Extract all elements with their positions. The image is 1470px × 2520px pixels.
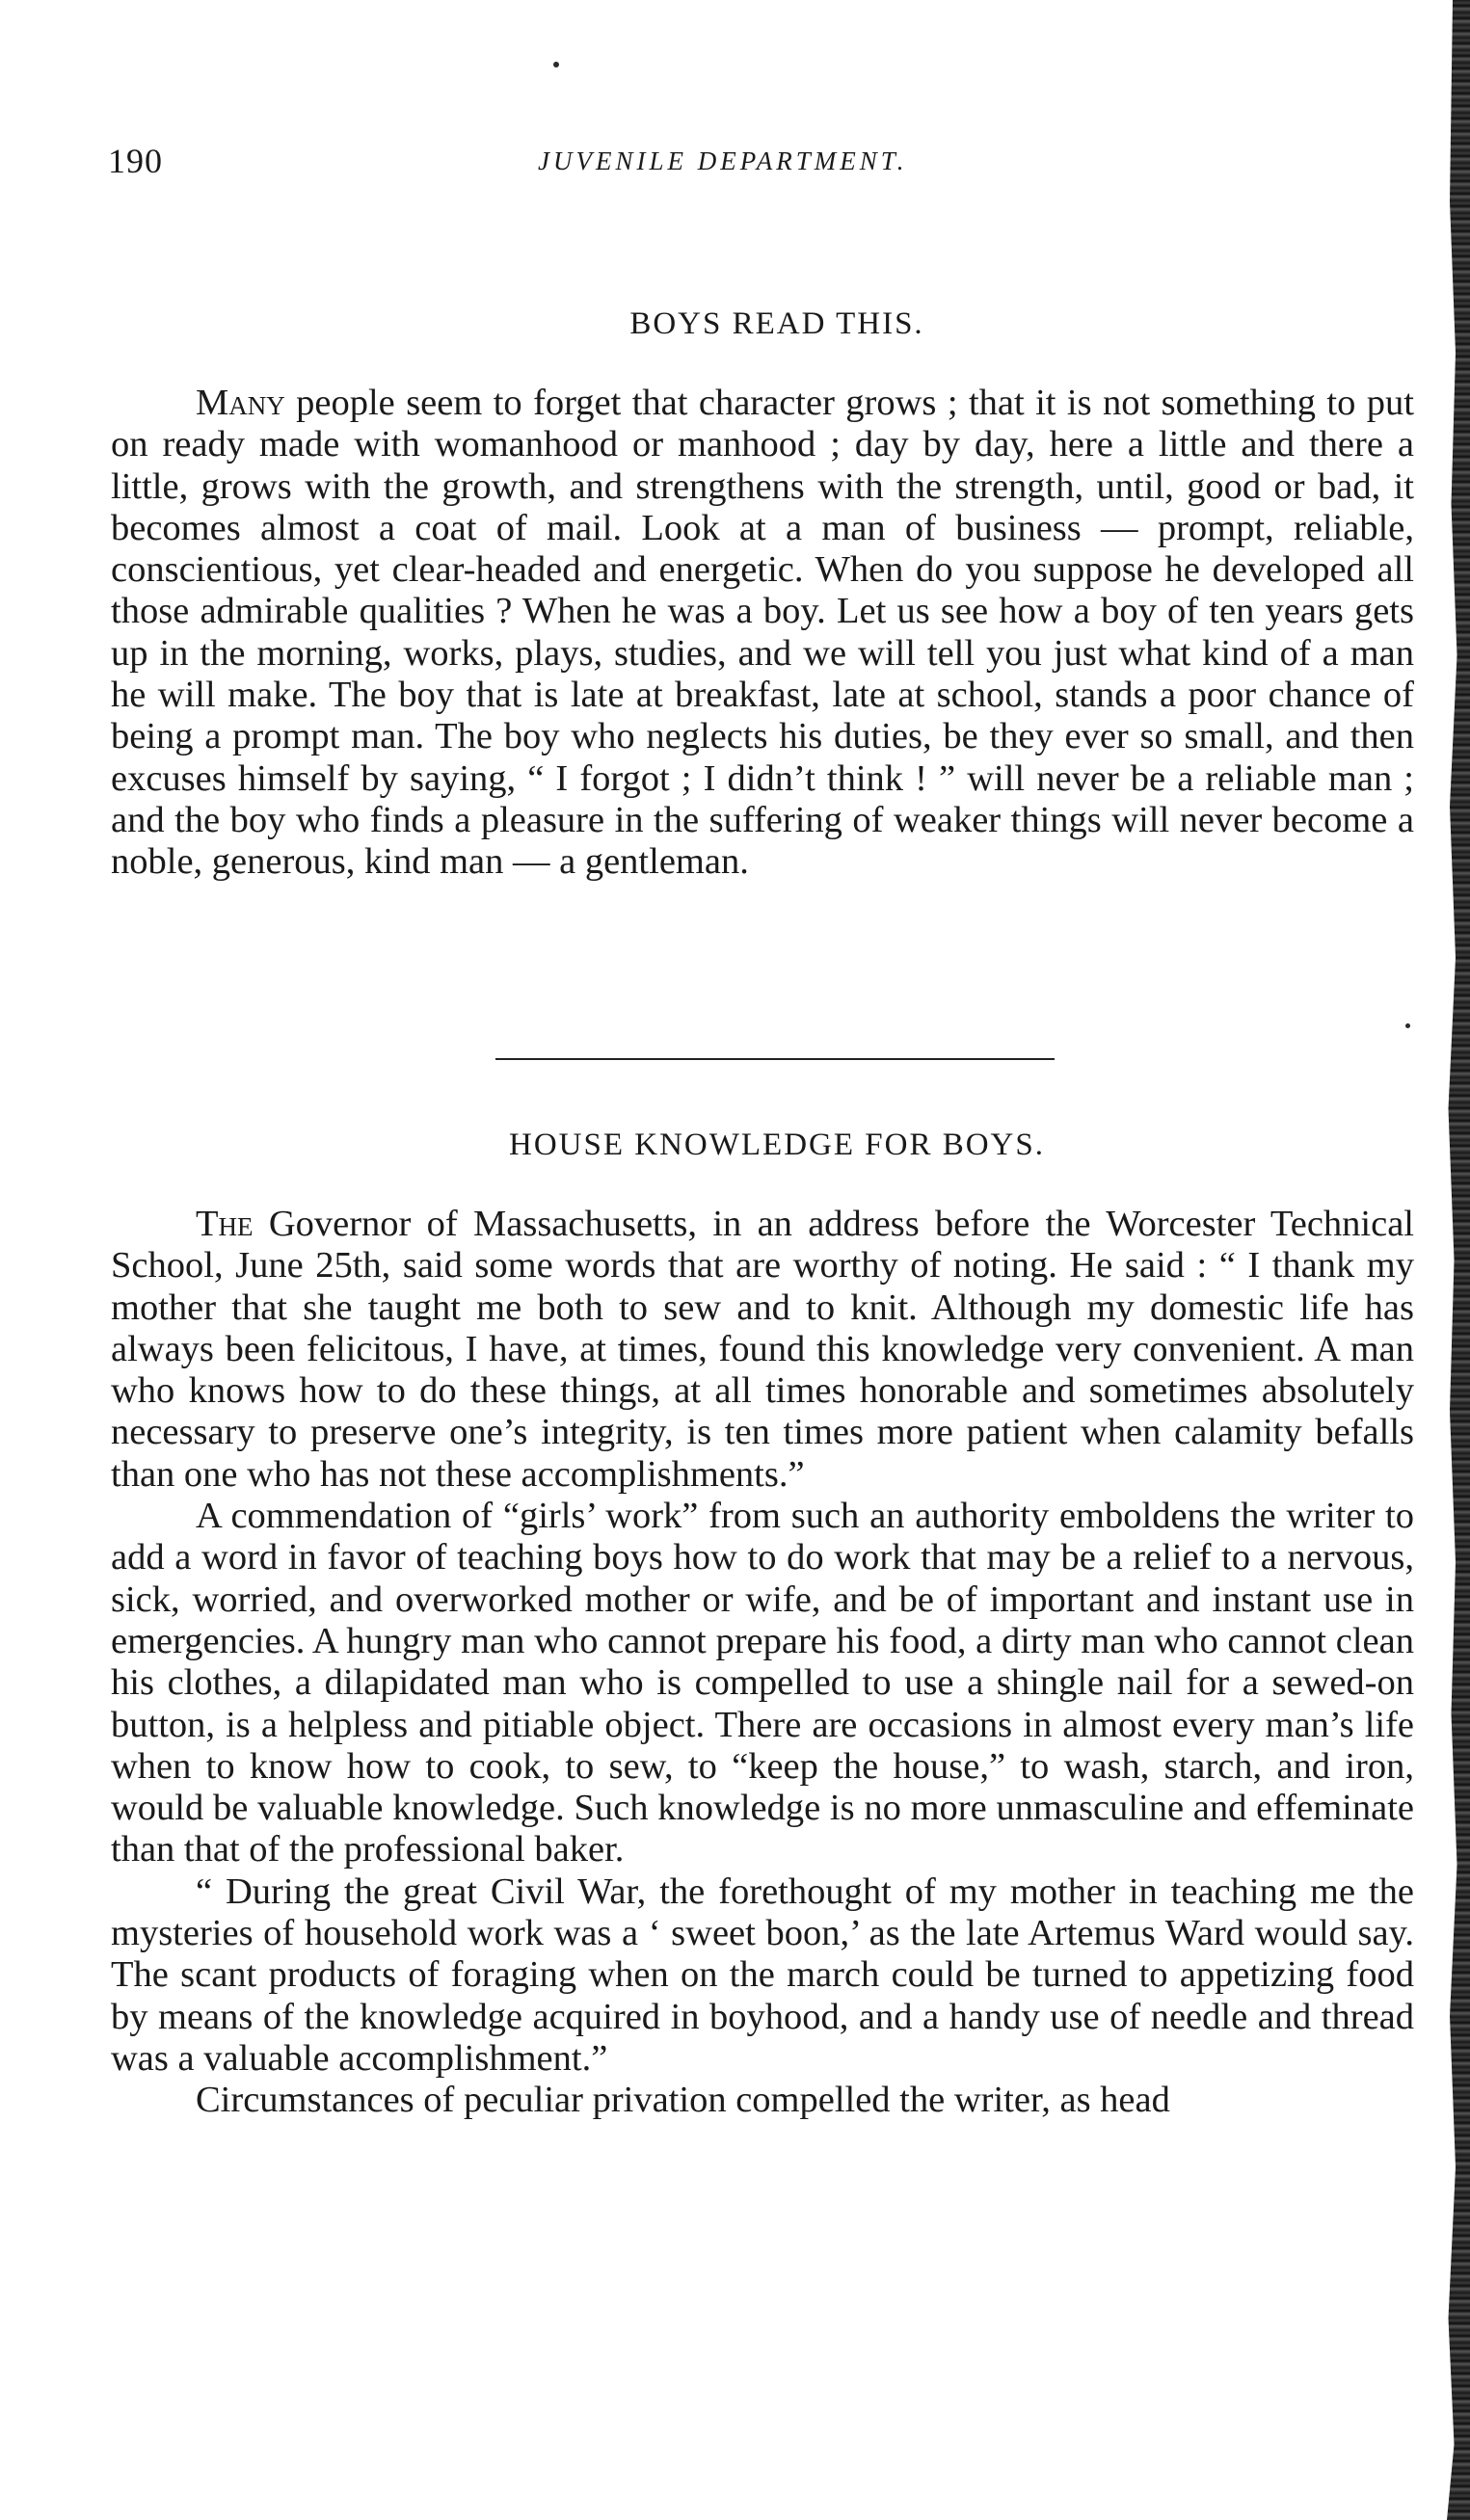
running-head [108,141,1419,199]
article-heading: HOUSE KNOWLEDGE FOR BOYS. [508,1127,1045,1162]
paragraph-text: Circumstances of peculiar privation compelled the writer, as head [196,2080,1170,2121]
article-house-knowledge [111,1127,1414,2122]
ink-speck [1405,1023,1410,1028]
article-paragraph [111,1496,1414,1871]
paragraph-text: A commendation of “girls’ work” from such an authority emboldens the writer to add a word in favor of teaching boys how to do work that may be a relief to a nervous, sick, worried, and overworked mother or wife, and be of important and instant use in emergencies. A hungry man who cannot prepare his food, a dirty man who cannot clean his clothes, a dilapidated man who is compelled to use a shingle nail for a sewed-on button, is a helpless and pitiable object. There are occasions in almost every man’s life when to know how to cook, to sew, to “keep the house,” to wash, starch, and iron, would be valuable knowledge. Such knowledge is no more unmasculine and effeminate than that of the professional baker. [111,1496,1414,1870]
drop-lead-word: Many [196,383,285,423]
page-number: 190 [108,142,163,180]
article-paragraph [111,383,1414,884]
ink-speck [553,62,559,67]
article-heading: BOYS READ THIS. [629,306,924,341]
section-divider [495,1058,1055,1060]
paragraph-text: “ During the great Civil War, the forethought of my mother in teaching me the mysteries of household work was a ‘ sweet boon,’ as the late Artemus Ward would say. The scant products of foraging when on the march could be turned to appetizing food by means of the knowledge acquired in boyhood, and a handy use of needle and thread was a valuable accomplishment.” [111,1870,1414,2079]
article-boys-read-this [111,306,1414,884]
paragraph-text: people seem to forget that character grows ; that it is not something to put on ready made with womanhood or manhood ; day by day, here a little and there a little, grows with the growth, and strengthens with the strength, until, good or bad, it becomes almost a coat of mail. Look at a man of business — prompt, reliable, conscientious, yet clear-headed and energetic. When do you suppose he developed all those admirable qualities ? When he was a boy. Let us see how a boy of ten years gets up in the morning, works, plays, studies, and we will tell you just what kind of a man he will make. The boy that is late at breakfast, late at school, stands a poor chance of being a prompt man. The boy who neglects his duties, be they ever so small, and then excuses himself by saying, “ I forgot ; I didn’t think ! ” will never be a reliable man ; and the boy who finds a pleasure in the suffering of weaker things will never become a noble, generous, kind man — a gentleman. [111,383,1414,883]
paragraph-text: Governor of Massachusetts, in an address before the Worcester Technical School, June 25th, said some words that are worthy of noting. He said : “ I thank my mother that she taught me both to sew and to knit. Although my domestic life has always been felicitous, I have, at times, found this knowledge very convenient. A man who knows how to do these things, at all times honorable and sometimes absolutely necessary to preserve one’s integrity, is ten times more patient when calamity befalls than one who has not these accomplishments.” [111,1204,1414,1495]
running-title: JUVENILE DEPARTMENT. [538,146,908,175]
article-paragraph [111,1204,1414,1496]
article-paragraph [111,2080,1414,2121]
scanned-page-edge [1441,0,1470,2520]
drop-lead-word: The [196,1204,254,1244]
article-paragraph [111,1871,1414,2080]
